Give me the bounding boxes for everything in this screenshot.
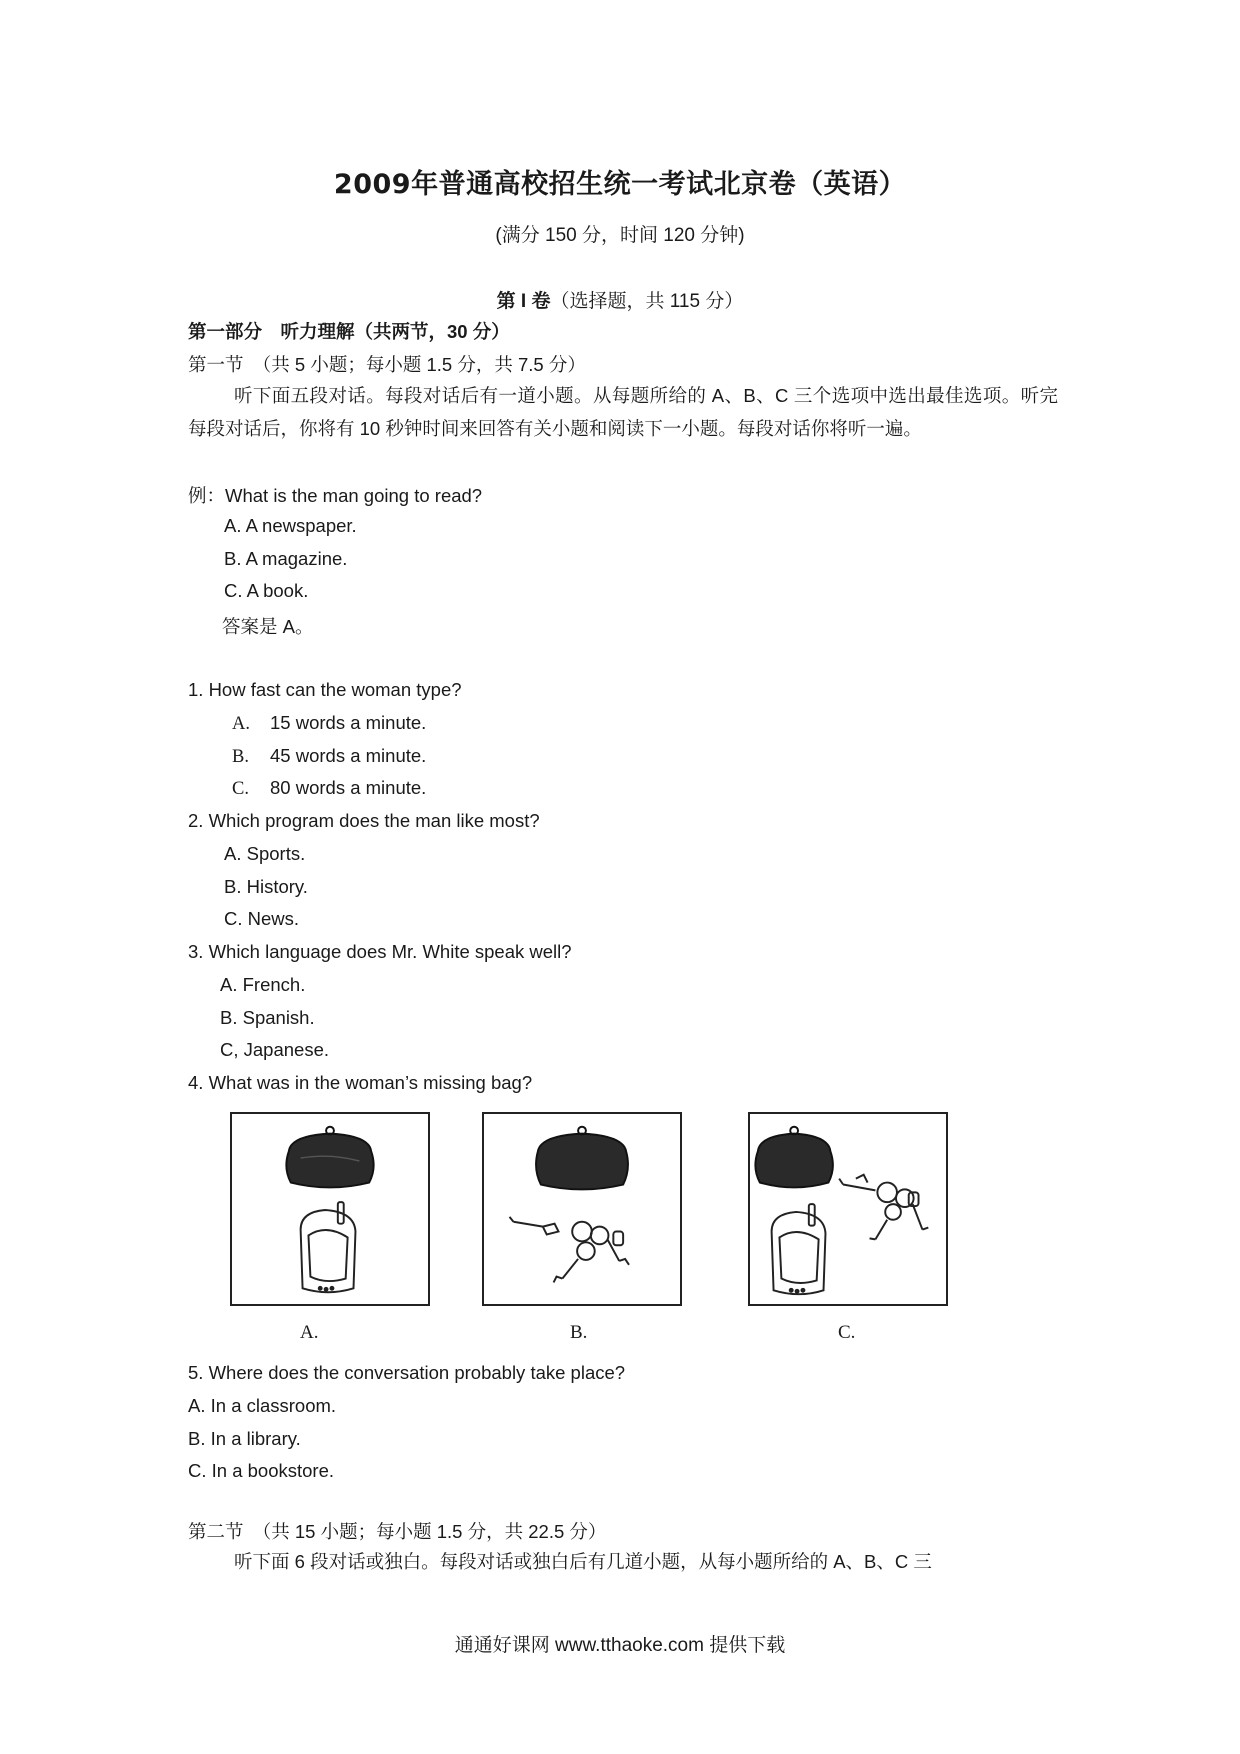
q5-option-a: A. In a classroom. xyxy=(188,1395,337,1416)
volume-note: （选择题，共 115 分） xyxy=(550,291,744,312)
q4-picture-c-label: C. xyxy=(838,1322,856,1343)
q5-option-c: C. In a bookstore. xyxy=(188,1460,335,1481)
q4-picture-b xyxy=(482,1112,682,1306)
q3-option-b: B. Spanish. xyxy=(220,1007,315,1028)
q2-option-a: A. Sports. xyxy=(224,843,306,864)
example-answer: 答案是 A。 xyxy=(222,616,314,637)
example-question: 例：What is the man going to read? xyxy=(188,485,483,506)
question-4: 4. What was in the woman’s missing bag? xyxy=(188,1072,533,1093)
purse-icon xyxy=(286,1127,373,1188)
example-option-c: C. A book. xyxy=(224,580,309,601)
volume-label: 第 I 卷 xyxy=(496,291,551,312)
q1-option-a xyxy=(232,712,426,735)
q1-option-a-letter: A. xyxy=(232,714,250,734)
q1-option-c xyxy=(232,777,426,800)
q4-picture-b-label: B. xyxy=(570,1322,588,1343)
example-option-b: B. A magazine. xyxy=(224,548,348,569)
q3-option-a: A. French. xyxy=(220,974,306,995)
keys-icon xyxy=(839,1175,928,1240)
q1-option-b-letter: B. xyxy=(232,747,249,767)
mobile-phone-icon xyxy=(772,1204,826,1294)
page-footer: 通通好课网 www.tthaoke.com 提供下载 xyxy=(454,1635,786,1656)
volume-heading xyxy=(0,286,1240,313)
question-5: 5. Where does the conversation probably take place? xyxy=(188,1362,626,1383)
q1-option-a-text: 15 words a minute. xyxy=(270,712,427,733)
part1-heading: 第一部分 听力理解（共两节，30 分） xyxy=(188,321,510,342)
q4-picture-c xyxy=(748,1112,948,1306)
q1-option-b-text: 45 words a minute. xyxy=(270,745,427,766)
q2-option-b: B. History. xyxy=(224,876,308,897)
q3-option-c: C, Japanese. xyxy=(220,1039,330,1060)
purse-icon xyxy=(755,1127,833,1188)
purse-icon xyxy=(536,1127,628,1190)
section1-heading: 第一节 （共 5 小题；每小题 1.5 分，共 7.5 分） xyxy=(188,354,586,375)
exam-subtitle: (满分 150 分，时间 120 分钟) xyxy=(495,225,745,246)
q1-option-b xyxy=(232,745,426,768)
q2-option-c: C. News. xyxy=(224,908,300,929)
section2-instructions: 听下面 6 段对话或独白。每段对话或独白后有几道小题，从每小题所给的 A、B、C 三 xyxy=(234,1551,932,1572)
q5-option-b: B. In a library. xyxy=(188,1428,301,1449)
mobile-phone-icon xyxy=(301,1202,356,1292)
q1-option-c-letter: C. xyxy=(232,779,249,799)
q4-picture-a-label: A. xyxy=(300,1322,319,1343)
example-option-a: A. A newspaper. xyxy=(224,515,357,536)
q1-option-c-text: 80 words a minute. xyxy=(270,777,427,798)
question-1: 1. How fast can the woman type? xyxy=(188,679,462,700)
question-3: 3. Which language does Mr. White speak well? xyxy=(188,941,572,962)
page-title: 2009年普通高校招生统一考试北京卷（英语） xyxy=(333,169,907,200)
question-2: 2. Which program does the man like most? xyxy=(188,810,540,831)
keys-icon xyxy=(510,1217,629,1283)
section2-heading: 第二节 （共 15 小题；每小题 1.5 分，共 22.5 分） xyxy=(188,1521,607,1542)
q4-picture-a xyxy=(230,1112,430,1306)
section1-instructions: 听下面五段对话。每段对话后有一道小题。从每题所给的 A、B、C 三个选项中选出最佳选项。听完每段对话后，你将有 10 秒钟时间来回答有关小题和阅读下一小题。每段对话你将听一遍。 xyxy=(188,385,1058,439)
